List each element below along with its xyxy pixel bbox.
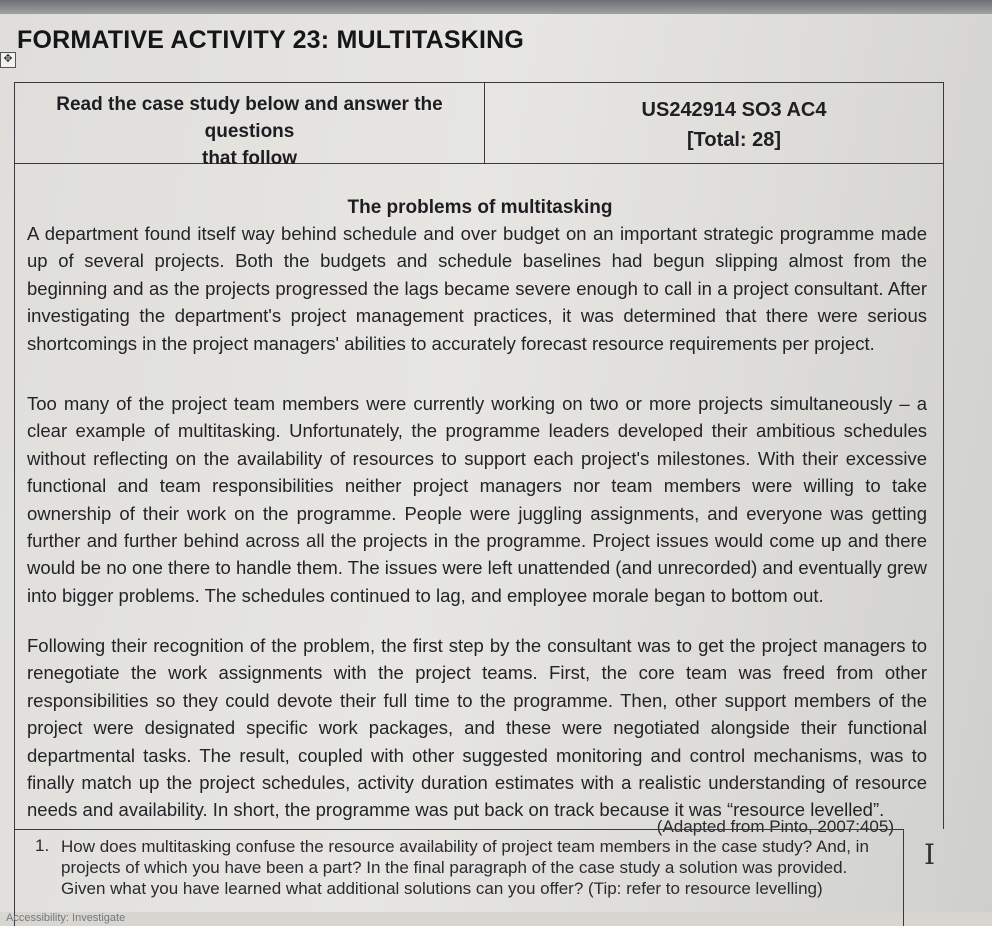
- move-icon[interactable]: ✥: [0, 52, 16, 68]
- question-box[interactable]: [14, 829, 904, 926]
- case-study-box: [14, 164, 944, 829]
- question-text: How does multitasking confuse the resource availability of project team members in the case study? And, in projects of which you have been a part? In the final paragraph of the case study a solution was provided. Given what you have learned what additional solutions can you offer? (Tip: refer to resource levelling): [61, 837, 869, 898]
- case-study-paragraph-1: A department found itself way behind schedule and over budget on an important strategic programme made up of several projects. Both the budgets and schedule baselines had begun slipping almost from the beginning and as the projects progressed the lags became severe enough to call in a project consultant. After investigating the department's project management practices, it was determined that there were serious shortcomings in the project managers' abilities to accurately forecast resource requirements per project.: [27, 223, 927, 354]
- case-study-paragraph-3: Following their recognition of the problem, the first step by the consultant was to get the project managers to renegotiate the work assignments with the project teams. First, the core team was freed from other responsibilities so they could devote their full time to the programme. Then, other support members of the project were designated specific work packages, and these were negotiated alongside their functional departmental tasks. The result, coupled with other suggested monitoring and control mechanisms, was to finally match up the project schedules, activity duration estimates with a realistic understanding of resource needs and availability. In short, the programme was put back on track because it was “resource levelled”.: [27, 635, 927, 821]
- document-title: FORMATIVE ACTIVITY 23: MULTITASKING: [17, 26, 524, 54]
- total-marks: [Total: 28]: [686, 129, 782, 151]
- document-page: [0, 14, 992, 924]
- case-study-title: The problems of multitasking: [347, 197, 613, 218]
- header-table: [14, 82, 944, 169]
- assessment-cell: [485, 83, 943, 163]
- instruction-cell: [15, 83, 485, 169]
- case-study-paragraph-2: Too many of the project team members were currently working on two or more projects simultaneously – a clear example of multitasking. Unfortunately, the programme leaders developed their ambitious schedules without reflecting on the availability of resources to support each project's milestones. With their excessive functional and team responsibilities neither project managers nor team members were willing to take ownership of their work on the programme. People were juggling assignments, and everyone was getting further and further behind across all the projects in the programme. Project issues would come up and there would be no one there to handle them. The issues were left unattended (and unrecorded) and eventually grew into bigger problems. The schedules continued to lag, and employee morale began to bottom out.: [27, 393, 927, 606]
- citation: (Adapted from Pinto, 2007:405): [656, 817, 894, 836]
- text-cursor-icon: I: [924, 838, 936, 871]
- instruction-line-2: that follow: [202, 148, 297, 169]
- question-number: 1.: [35, 836, 50, 855]
- status-bar[interactable]: Accessibility: Investigate: [6, 912, 126, 924]
- unit-standard: US242914 SO3 AC4: [641, 99, 827, 121]
- instruction-line-1: Read the case study below and answer the questions: [56, 94, 443, 142]
